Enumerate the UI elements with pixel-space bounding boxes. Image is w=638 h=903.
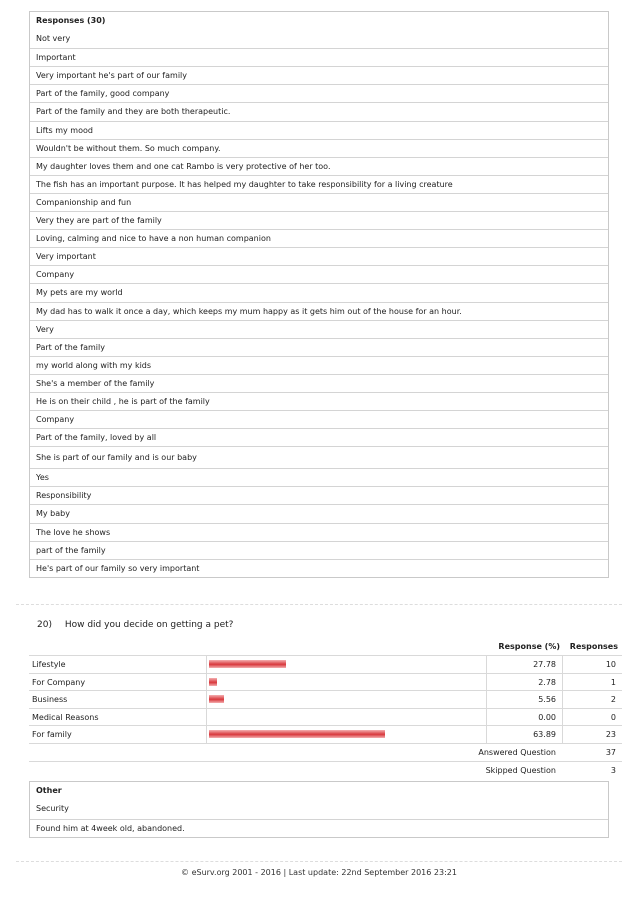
response-row: My pets are my world — [30, 283, 608, 301]
option-percent: 5.56 — [538, 695, 556, 705]
response-row: My baby — [30, 504, 608, 522]
option-row — [29, 708, 622, 726]
option-bar — [209, 660, 286, 668]
response-row: The love he shows — [30, 523, 608, 541]
responses-rows — [30, 30, 608, 577]
responses-table — [29, 11, 609, 578]
option-count: 0 — [610, 712, 616, 722]
response-row: Part of the family, loved by all — [30, 428, 608, 446]
option-row — [29, 673, 622, 691]
response-row: He's part of our family so very important — [30, 559, 608, 577]
response-row: Part of the family — [30, 338, 608, 356]
answered-label: Answered Question — [478, 747, 556, 757]
responses-header: Responses (30) — [36, 16, 106, 25]
option-label: For Company — [32, 677, 86, 687]
option-bar — [209, 678, 217, 686]
response-row: He is on their child , he is part of the family — [30, 392, 608, 410]
option-percent: 2.78 — [538, 677, 556, 687]
other-rows — [30, 800, 608, 837]
response-row: Companionship and fun — [30, 193, 608, 211]
option-bar — [209, 695, 224, 703]
response-row: Yes — [30, 468, 608, 486]
option-label: Business — [32, 695, 68, 705]
skipped-row — [29, 761, 622, 779]
other-header: Other — [36, 786, 62, 795]
option-row — [29, 690, 622, 708]
option-count: 23 — [605, 730, 616, 740]
stats-header — [29, 638, 622, 655]
footer-copyright: © eSurv.org 2001 - 2016 | Last update: 22nd September 2016 23:21 — [181, 868, 457, 877]
response-row: part of the family — [30, 541, 608, 559]
response-row: Wouldn't be without them. So much company. — [30, 139, 608, 157]
option-count: 2 — [610, 695, 616, 705]
other-row: Security — [36, 804, 69, 814]
response-row: Part of the family and they are both therapeutic. — [30, 102, 608, 120]
question-stats-table — [29, 638, 622, 779]
option-percent: 27.78 — [533, 660, 556, 669]
option-label: Lifestyle — [32, 660, 66, 669]
response-row: Part of the family, good company — [30, 84, 608, 102]
answered-row — [29, 743, 622, 761]
stats-rows — [29, 655, 622, 743]
option-label: Medical Reasons — [32, 712, 99, 722]
response-row: Lifts my mood — [30, 121, 608, 139]
response-row: Loving, calming and nice to have a non human companion — [30, 229, 608, 247]
response-row: The fish has an important purpose. It has helped my daughter to take responsibility for a living creature — [30, 175, 608, 193]
option-percent: 0.00 — [538, 712, 556, 722]
other-table — [29, 781, 609, 838]
question-text: How did you decide on getting a pet? — [64, 620, 234, 630]
response-row: Not very — [36, 34, 71, 44]
response-row: Very — [30, 320, 608, 338]
response-row: Company — [30, 410, 608, 428]
column-divider — [206, 655, 207, 743]
other-row: Found him at 4week old, abandoned. — [30, 819, 608, 837]
response-row: Responsibility — [30, 486, 608, 504]
question-number: 20) — [37, 620, 52, 630]
response-row: My dad has to walk it once a day, which keeps my mum happy as it gets him out of the house for an hour. — [30, 302, 608, 320]
response-row: My daughter loves them and one cat Rambo is very protective of her too. — [30, 157, 608, 175]
option-count: 10 — [605, 660, 616, 669]
section-divider — [16, 604, 622, 605]
response-row: She is part of our family and is our baby — [30, 446, 608, 468]
response-row: Very important — [30, 247, 608, 265]
question-title — [37, 620, 233, 630]
option-count: 1 — [610, 677, 616, 687]
option-row — [29, 725, 622, 743]
option-label: For family — [32, 730, 72, 740]
column-divider — [486, 655, 487, 743]
skipped-value: 3 — [610, 765, 616, 775]
column-divider — [562, 655, 563, 743]
response-row: Important — [30, 48, 608, 66]
option-row — [29, 655, 622, 673]
footer-divider — [16, 861, 622, 862]
response-row: Company — [30, 265, 608, 283]
option-percent: 63.89 — [533, 730, 556, 740]
response-row: Very important he's part of our family — [30, 66, 608, 84]
col-responses: Responses — [569, 642, 618, 651]
response-row: my world along with my kids — [30, 356, 608, 374]
answered-value: 37 — [605, 747, 616, 757]
skipped-label: Skipped Question — [485, 765, 556, 775]
option-bar — [209, 730, 385, 738]
col-response-percent: Response (%) — [498, 642, 560, 651]
response-row: She's a member of the family — [30, 374, 608, 392]
response-row: Very they are part of the family — [30, 211, 608, 229]
